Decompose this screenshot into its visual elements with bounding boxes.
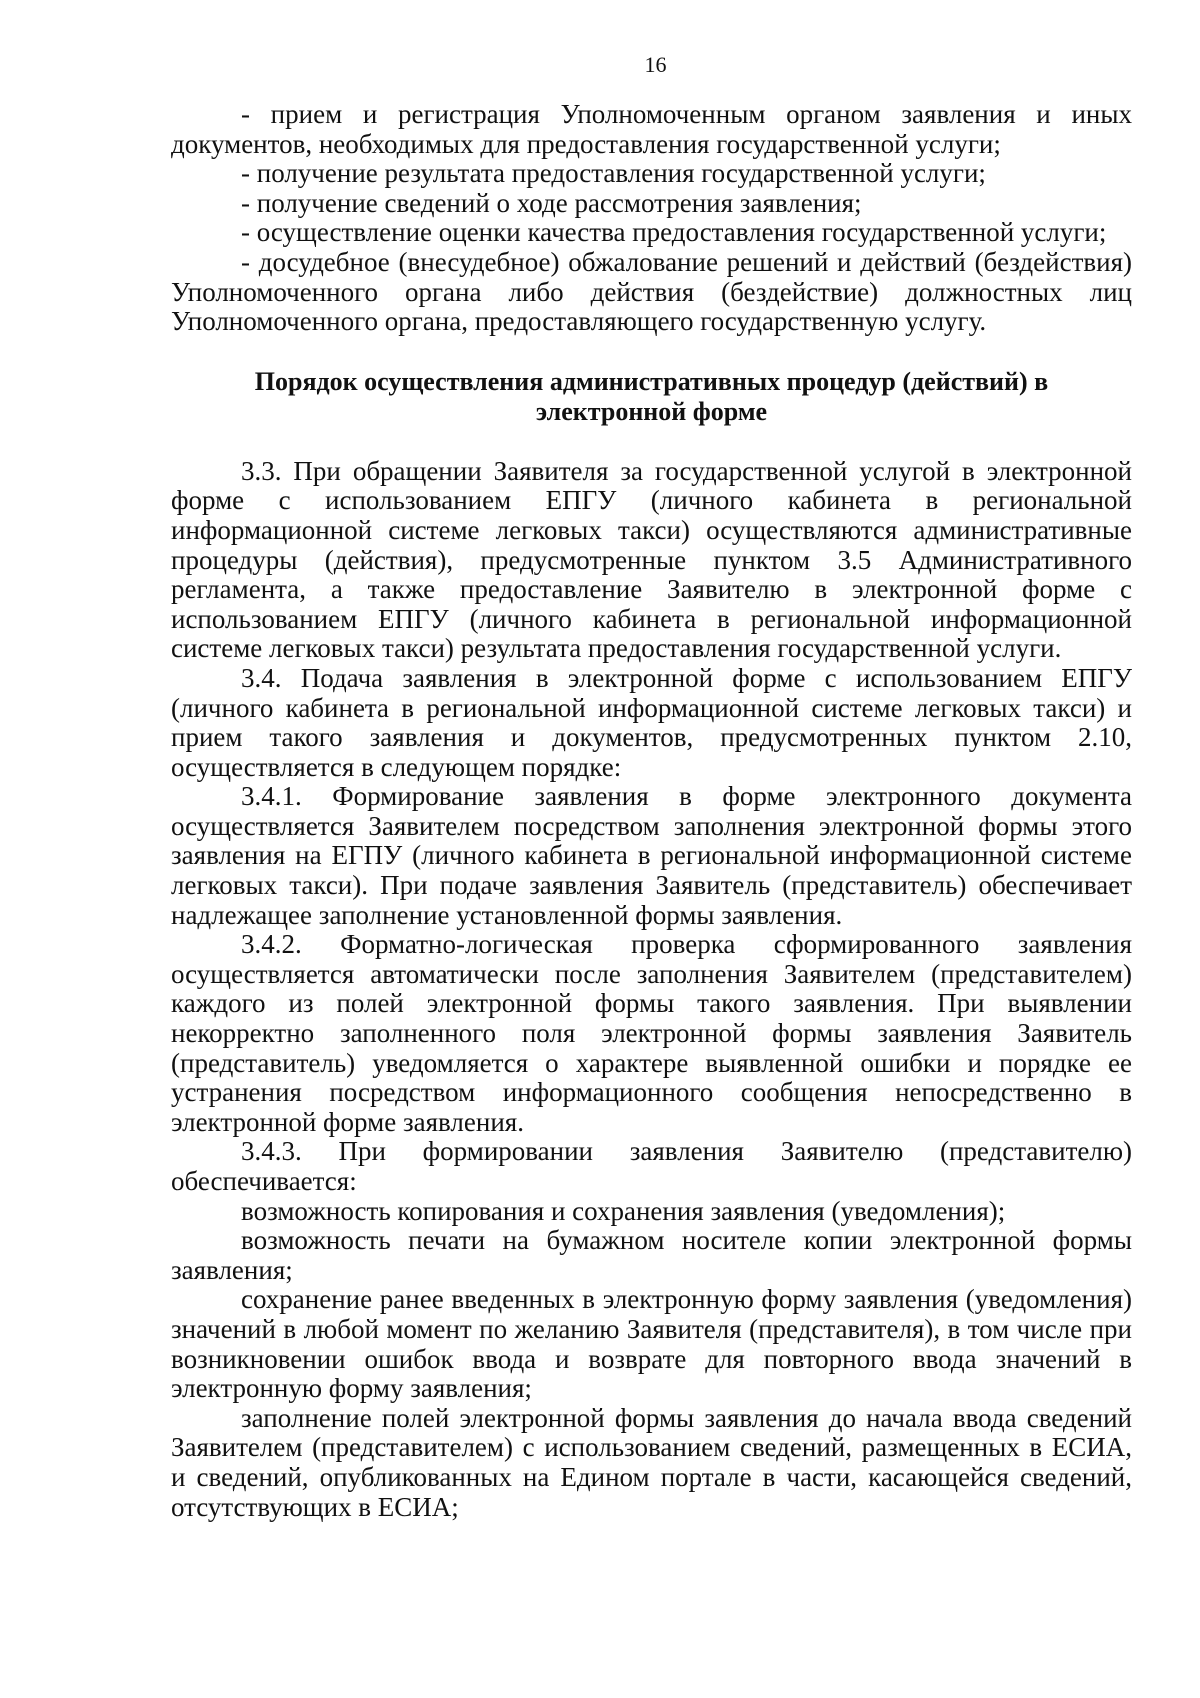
section-heading-line: электронной форме: [535, 396, 768, 426]
list-item: - досудебное (внесудебное) обжалование решений и действий (бездействия) Уполномоченного органа либо действия (бездействие) должностных лиц Уполномоченного органа, предоставляющего государственную услугу.: [171, 246, 1132, 337]
paragraph: 3.4.3. При формировании заявления Заявителю (представителю) обеспечивается:: [171, 1136, 1132, 1196]
page-number: 16: [644, 52, 667, 77]
paragraph: 3.3. При обращении Заявителя за государственной услугой в электронной форме с использованием ЕПГУ (личного кабинета в региональной информационной системе легковых такси) осуществляются административные процедуры (действия), предусмотренные пунктом 3.5 Административного регламента, а также предоставление Заявителю в электронной форме с использованием ЕПГУ (личного кабинета в региональной информационной системе легковых такси) результата предоставления государственной услуги.: [171, 455, 1132, 664]
paragraph: сохранение ранее введенных в электронную форму заявления (уведомления) значений в любой момент по желанию Заявителя (представителя), в том числе при возникновении ошибок ввода и возврате для повторного ввода значений в электронную форму заявления;: [171, 1284, 1132, 1404]
list-item: - получение сведений о ходе рассмотрения заявления;: [241, 187, 862, 218]
paragraph: возможность копирования и сохранения заявления (уведомления);: [241, 1195, 1006, 1226]
paragraph: 3.4. Подача заявления в электронной форме с использованием ЕПГУ (личного кабинета в региональной информационной системе легковых такси) и прием такого заявления и документов, предусмотренных пунктом 2.10, осуществляется в следующем порядке:: [171, 662, 1132, 782]
document-page: [171, 52, 1132, 1522]
list-item: - осуществление оценки качества предоставления государственной услуги;: [241, 217, 1107, 248]
section-heading: [171, 367, 1132, 427]
section-heading-line: Порядок осуществления административных процедур (действий) в: [254, 366, 1049, 396]
paragraph: 3.4.1. Формирование заявления в форме электронного документа осуществляется Заявителем посредством заполнения электронной формы этого заявления на ЕГПУ (личного кабинета в региональной информационной системе легковых такси). При подаче заявления Заявитель (представитель) обеспечивает надлежащее заполнение установленной формы заявления.: [171, 781, 1132, 930]
list-item: - прием и регистрация Уполномоченным органом заявления и иных документов, необходимых для предоставления государственной услуги;: [171, 99, 1132, 159]
list-item: - получение результата предоставления государственной услуги;: [241, 158, 986, 189]
paragraph: заполнение полей электронной формы заявления до начала ввода сведений Заявителем (представителем) с использованием сведений, размещенных в ЕСИА, и сведений, опубликованных на Едином портале в части, касающейся сведений, отсутствующих в ЕСИА;: [171, 1402, 1132, 1522]
paragraph: возможность печати на бумажном носителе копии электронной формы заявления;: [171, 1225, 1132, 1285]
paragraph: 3.4.2. Форматно-логическая проверка сформированного заявления осуществляется автоматически после заполнения Заявителем (представителем) каждого из полей электронной формы такого заявления. При выявлении некорректно заполненного поля электронной формы заявления Заявитель (представитель) уведомляется о характере выявленной ошибки и порядке ее устранения посредством информационного сообщения непосредственно в электронной форме заявления.: [171, 929, 1132, 1137]
